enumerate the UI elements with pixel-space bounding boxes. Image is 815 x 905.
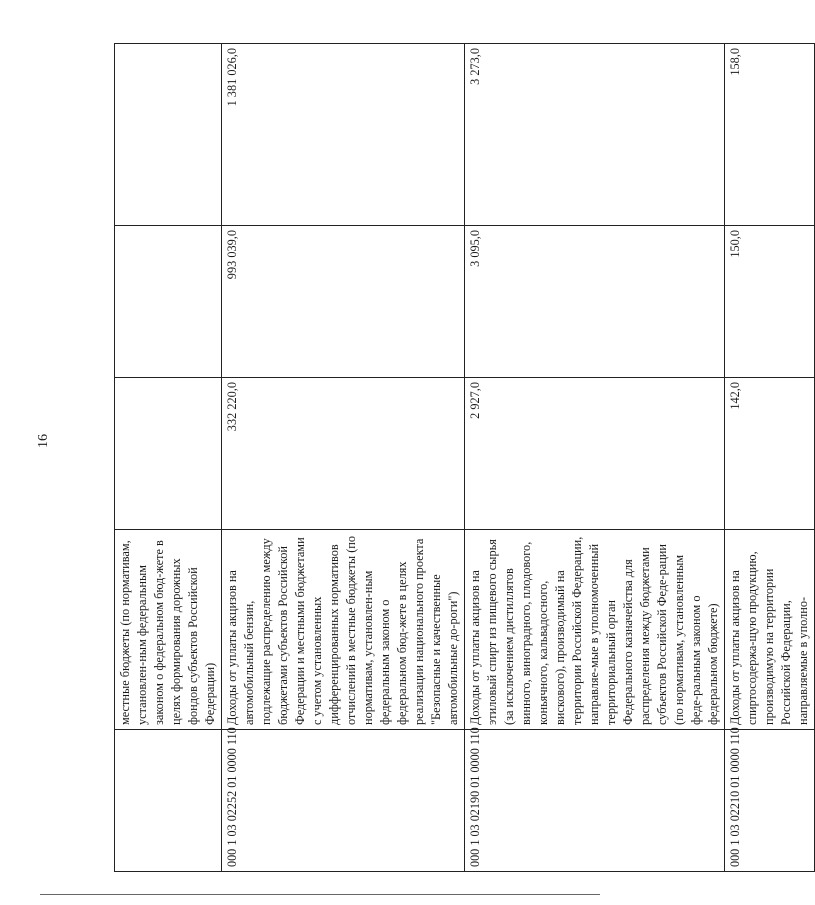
revenue-table: [114, 43, 815, 872]
row-code: 000 1 03 02190 01 0000 110: [465, 730, 725, 872]
row-code: 000 1 03 02210 01 0000 110: [725, 730, 815, 872]
row-value-3: [115, 44, 222, 226]
page-number: 16: [36, 434, 51, 448]
row-value-1: [115, 378, 222, 530]
row-value-2: 993 039,0: [222, 226, 465, 378]
table-row: [465, 44, 725, 872]
row-description: местные бюджеты (по нормативам, установлен-ным федеральным законом о федеральном бюд-жете в целях формирования дорожных фондов субъектов Российской Федерации): [115, 530, 222, 730]
row-value-2: [115, 226, 222, 378]
row-value-1: 142,0: [725, 378, 815, 530]
rotated-table-container: [114, 44, 810, 872]
table-row: [115, 44, 222, 872]
row-description: Доходы от уплаты акцизов на этиловый спирт из пищевого сырья (за исключением дистиллятов винного, виноградного, плодового, коньячного, кальвадосного, вискового), производимый на территории Российской Федерации, направляе-мые в уполномоченный территориальный орган Федерального казначейства для распределения между бюджетами субъектов Российской Феде-рации (по нормативам, установленным феде-ральным законом о федеральном бюджете): [465, 530, 725, 730]
row-description: Доходы от уплаты акцизов на автомобильный бензин, подлежащие распределению между бюджетами субъектов Российской Федерации и местными бюджетами с учетом установленных дифференцированных нормативов отчислений в местные бюджеты (по нормативам, установлен-ным федеральным законом о федеральном бюд-жете в целях реализации национального проекта "Безопасные и качественные автомобильные до-роги"): [222, 530, 465, 730]
row-description: Доходы от уплаты акцизов на спиртосодержа-щую продукцию, производимую на территории Российской Федерации, направляемые в уполно-: [725, 530, 815, 730]
table-row: [725, 44, 815, 872]
scan-edge-divider: [40, 894, 600, 895]
row-value-1: 332 220,0: [222, 378, 465, 530]
table-row: [222, 44, 465, 872]
row-value-2: 150,0: [725, 226, 815, 378]
row-value-1: 2 927,0: [465, 378, 725, 530]
row-value-2: 3 095,0: [465, 226, 725, 378]
row-value-3: 1 381 026,0: [222, 44, 465, 226]
row-value-3: 3 273,0: [465, 44, 725, 226]
row-value-3: 158,0: [725, 44, 815, 226]
row-code: 000 1 03 02252 01 0000 110: [222, 730, 465, 872]
row-code: [115, 730, 222, 872]
